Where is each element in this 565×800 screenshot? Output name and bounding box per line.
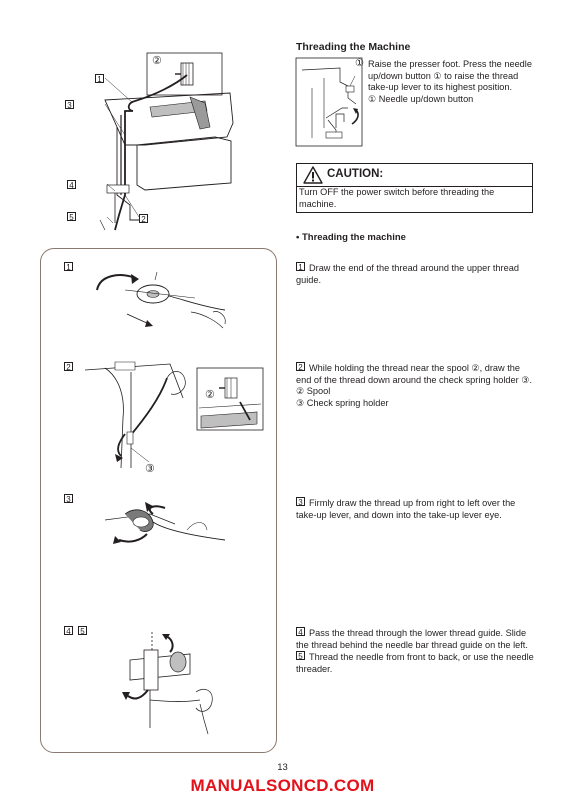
overview-label-4: 4	[67, 180, 76, 189]
step-3-instruction: Firmly draw the thread up from right to left over the take-up lever, and down into the take-up lever eye.	[296, 498, 516, 520]
step-2-number: 2	[296, 362, 305, 371]
step-4-text	[296, 627, 536, 675]
illus-spool-callout: ②	[205, 389, 215, 401]
needle-button-illustration	[296, 58, 362, 146]
intro-instruction: Raise the presser foot. Press the needle up/down button ① to raise the thread take-up lever to its highest position.	[368, 59, 532, 93]
illus-label-4: 4	[64, 626, 73, 635]
intro-text	[368, 59, 540, 105]
intro-reference: ① Needle up/down button	[368, 93, 474, 104]
illus-label-1: 1	[64, 262, 73, 271]
illus-label-3: 3	[64, 494, 73, 503]
overview-label-1: 1	[95, 74, 104, 83]
intro-callout-1: ①	[355, 58, 364, 69]
step-1-number: 1	[296, 262, 305, 271]
overview-label-2: 2	[139, 214, 148, 223]
step-3-text	[296, 497, 536, 521]
needle-threading-drawing	[100, 630, 250, 740]
caution-label: CAUTION:	[327, 168, 384, 180]
caution-text: Turn OFF the power switch before threading the machine.	[299, 187, 495, 209]
page-number: 13	[277, 762, 288, 773]
step-4-instruction: Pass the thread through the lower thread guide. Slide the thread behind the needle bar thread guide on the left.	[296, 628, 528, 650]
step-2-ref-spool: ② Spool	[296, 386, 331, 397]
step-5-number: 5	[296, 651, 305, 660]
step-2-ref-check-spring: ③ Check spring holder	[296, 397, 389, 408]
illus-label-5: 5	[78, 626, 87, 635]
step-1-instruction: Draw the end of the thread around the upper thread guide.	[296, 263, 519, 285]
step-1-text	[296, 262, 536, 286]
upper-thread-guide-drawing	[95, 270, 235, 340]
step-5-instruction: Thread the needle from front to back, or use the needle threader.	[296, 652, 534, 674]
caution-box	[296, 163, 533, 213]
step-2-text	[296, 362, 536, 409]
section-title: • Threading the machine	[296, 232, 406, 243]
watermark-text: MANUALSONCD.COM	[190, 776, 375, 795]
check-spring-holder-drawing	[75, 358, 275, 478]
overview-label-3: 3	[65, 100, 74, 109]
sewing-machine-overview-drawing	[55, 45, 295, 245]
warning-triangle-icon	[303, 166, 323, 184]
overview-spool-callout: ②	[152, 55, 162, 67]
take-up-lever-drawing	[95, 500, 235, 570]
overview-label-5: 5	[67, 212, 76, 221]
illus-label-2: 2	[64, 362, 73, 371]
step-4-number: 4	[296, 627, 305, 636]
step-3-number: 3	[296, 497, 305, 506]
illus-check-spring-callout: ③	[145, 463, 155, 475]
step-2-instruction: While holding the thread near the spool ②, draw the end of the thread down around the check spring holder ③.	[296, 363, 533, 385]
page-title: Threading the Machine	[296, 41, 411, 53]
